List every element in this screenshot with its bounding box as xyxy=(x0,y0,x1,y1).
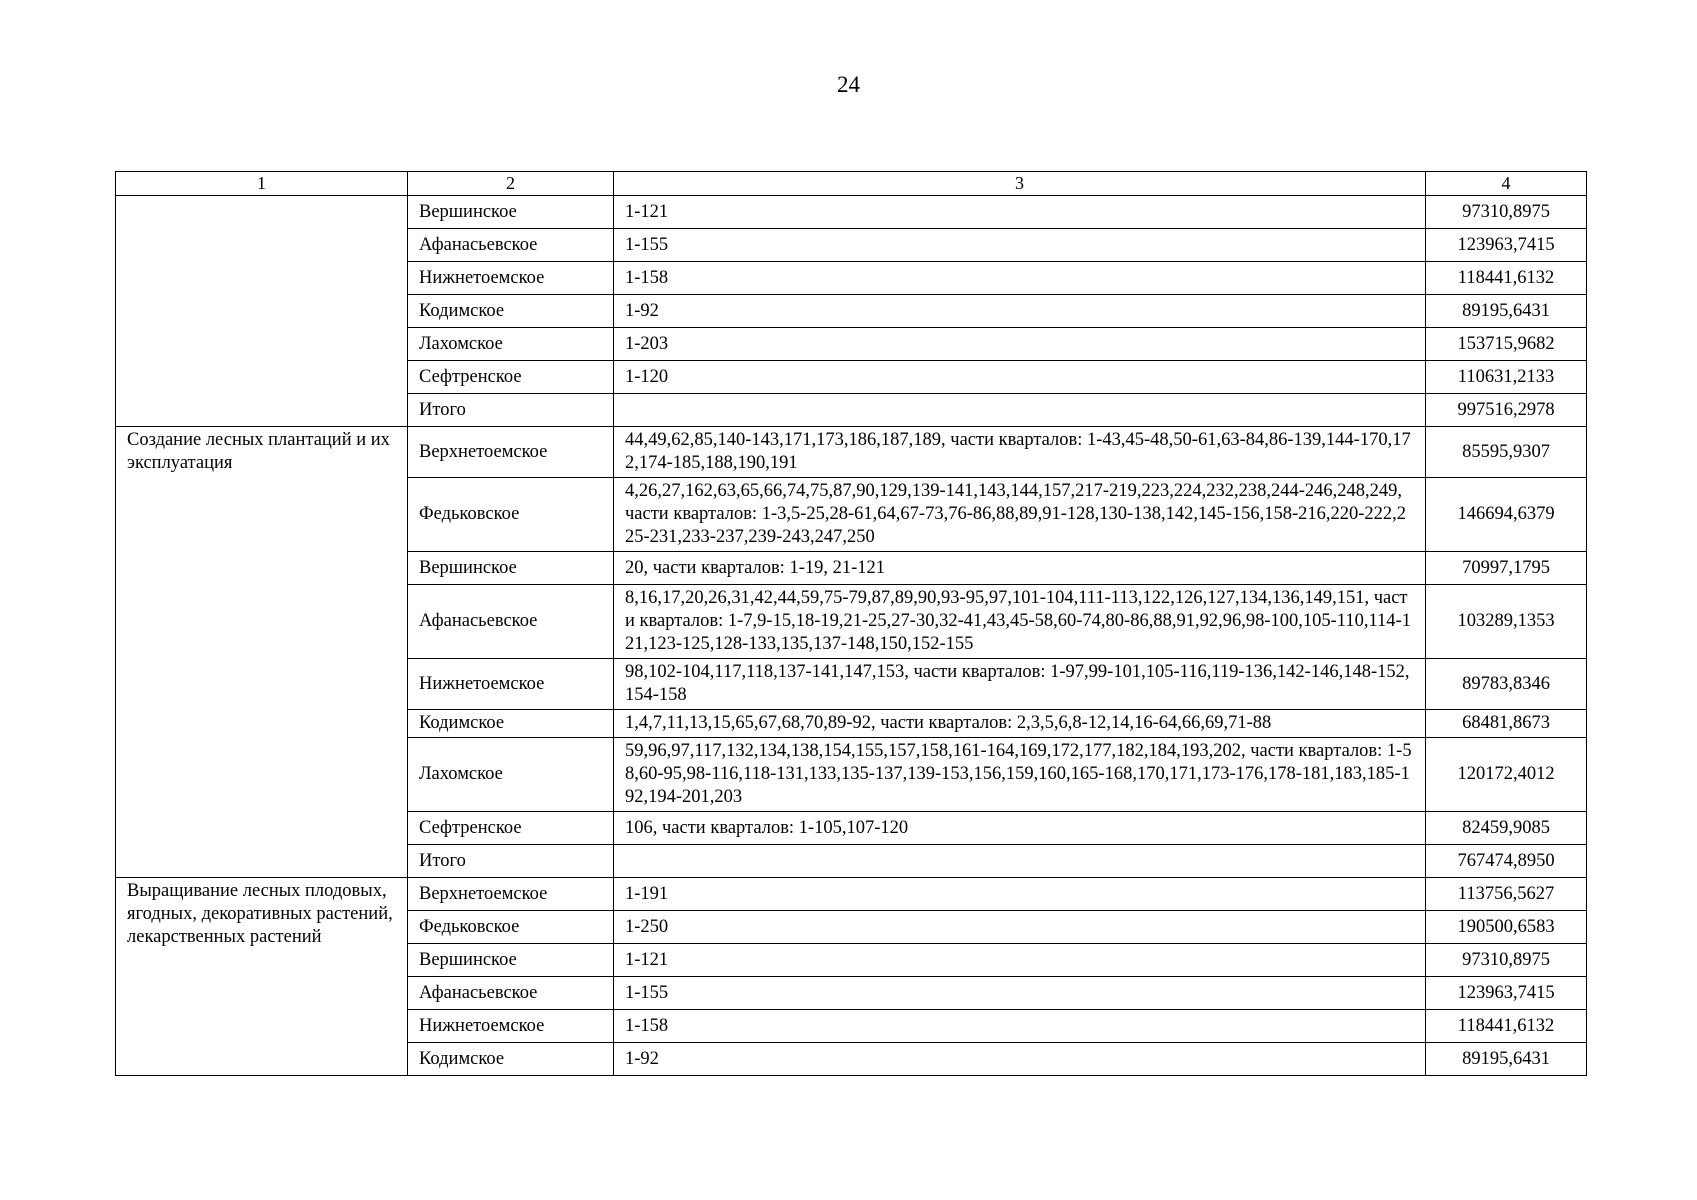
forestry-cell: Кодимское xyxy=(408,295,614,328)
quarters-cell: 106, части кварталов: 1-105,107-120 xyxy=(614,812,1426,845)
forestry-cell: Афанасьевское xyxy=(408,229,614,262)
area-cell: 118441,6132 xyxy=(1426,1010,1587,1043)
area-cell: 89195,6431 xyxy=(1426,295,1587,328)
area-cell: 146694,6379 xyxy=(1426,478,1587,552)
table-header-row xyxy=(116,172,1587,196)
area-cell: 767474,8950 xyxy=(1426,845,1587,878)
forestry-cell: Нижнетоемское xyxy=(408,262,614,295)
quarters-cell: 98,102-104,117,118,137-141,147,153, части кварталов: 1-97,99-101,105-116,119-136,142-146,148-152,154-158 xyxy=(614,659,1426,710)
area-cell: 123963,7415 xyxy=(1426,229,1587,262)
area-cell: 89195,6431 xyxy=(1426,1043,1587,1076)
quarters-cell: 1-121 xyxy=(614,944,1426,977)
quarters-cell: 1-155 xyxy=(614,977,1426,1010)
forestry-cell: Вершинское xyxy=(408,552,614,585)
quarters-cell: 1-92 xyxy=(614,295,1426,328)
area-cell: 997516,2978 xyxy=(1426,394,1587,427)
area-cell: 70997,1795 xyxy=(1426,552,1587,585)
area-cell: 68481,8673 xyxy=(1426,710,1587,738)
area-cell: 89783,8346 xyxy=(1426,659,1587,710)
quarters-cell: 8,16,17,20,26,31,42,44,59,75-79,87,89,90,93-95,97,101-104,111-113,122,126,127,134,136,149,151, части кварталов: 1-7,9-15,18-19,21-25,27-30,32-41,43,45-58,60-74,80-86,88,91,92,96,98-100,105-110,114-121,123-125,128-133,135,137-148,150,152-155 xyxy=(614,585,1426,659)
table-row xyxy=(116,196,1587,229)
area-cell: 103289,1353 xyxy=(1426,585,1587,659)
forestry-cell: Верхнетоемское xyxy=(408,427,614,478)
forestry-cell: Лахомское xyxy=(408,738,614,812)
quarters-cell: 59,96,97,117,132,134,138,154,155,157,158,161-164,169,172,177,182,184,193,202, части кварталов: 1-58,60-95,98-116,118-131,133,135-137,139-153,156,159,160,165-168,170,171,173-176,178-181,183,185-192,194-201,203 xyxy=(614,738,1426,812)
table-row xyxy=(116,427,1587,478)
area-cell: 82459,9085 xyxy=(1426,812,1587,845)
quarters-cell: 1-203 xyxy=(614,328,1426,361)
area-cell: 85595,9307 xyxy=(1426,427,1587,478)
area-cell: 97310,8975 xyxy=(1426,196,1587,229)
column-header: 3 xyxy=(614,172,1426,196)
forestry-cell: Сефтренское xyxy=(408,361,614,394)
activity-cell xyxy=(116,196,408,427)
forestry-cell: Итого xyxy=(408,845,614,878)
quarters-cell: 1-121 xyxy=(614,196,1426,229)
quarters-cell: 1-120 xyxy=(614,361,1426,394)
quarters-cell: 4,26,27,162,63,65,66,74,75,87,90,129,139-141,143,144,157,217-219,223,224,232,238,244-246,248,249, части кварталов: 1-3,5-25,28-61,64,67-73,76-86,88,89,91-128,130-138,142,145-156,158-216,220-222,225-231,233-237,239-243,247,250 xyxy=(614,478,1426,552)
forestry-cell: Вершинское xyxy=(408,196,614,229)
forestry-cell: Афанасьевское xyxy=(408,585,614,659)
forestry-cell: Федьковское xyxy=(408,478,614,552)
forestry-cell: Верхнетоемское xyxy=(408,878,614,911)
area-cell: 118441,6132 xyxy=(1426,262,1587,295)
quarters-cell: 44,49,62,85,140-143,171,173,186,187,189, части кварталов: 1-43,45-48,50-61,63-84,86-139,144-170,172,174-185,188,190,191 xyxy=(614,427,1426,478)
forestry-cell: Афанасьевское xyxy=(408,977,614,1010)
area-cell: 110631,2133 xyxy=(1426,361,1587,394)
page-number: 24 xyxy=(837,72,860,97)
forestry-cell: Нижнетоемское xyxy=(408,659,614,710)
area-cell: 153715,9682 xyxy=(1426,328,1587,361)
quarters-cell: 1,4,7,11,13,15,65,67,68,70,89-92, части кварталов: 2,3,5,6,8-12,14,16-64,66,69,71-88 xyxy=(614,710,1426,738)
forestry-cell: Итого xyxy=(408,394,614,427)
area-cell: 190500,6583 xyxy=(1426,911,1587,944)
forestry-cell: Сефтренское xyxy=(408,812,614,845)
column-header: 4 xyxy=(1426,172,1587,196)
forestry-cell: Нижнетоемское xyxy=(408,1010,614,1043)
area-cell: 113756,5627 xyxy=(1426,878,1587,911)
quarters-cell: 1-250 xyxy=(614,911,1426,944)
forestry-cell: Вершинское xyxy=(408,944,614,977)
activity-cell: Выращивание лесных плодовых, ягодных, декоративных растений, лекарственных растений xyxy=(116,878,408,1076)
table-row xyxy=(116,878,1587,911)
quarters-cell: 1-158 xyxy=(614,1010,1426,1043)
quarters-cell: 1-158 xyxy=(614,262,1426,295)
area-cell: 123963,7415 xyxy=(1426,977,1587,1010)
forestry-cell: Кодимское xyxy=(408,1043,614,1076)
forestry-cell: Лахомское xyxy=(408,328,614,361)
quarters-cell: 1-92 xyxy=(614,1043,1426,1076)
quarters-cell: 20, части кварталов: 1-19, 21-121 xyxy=(614,552,1426,585)
forestry-cell: Федьковское xyxy=(408,911,614,944)
forestry-cell: Кодимское xyxy=(408,710,614,738)
column-header: 1 xyxy=(116,172,408,196)
quarters-cell xyxy=(614,845,1426,878)
column-header: 2 xyxy=(408,172,614,196)
area-cell: 120172,4012 xyxy=(1426,738,1587,812)
quarters-cell: 1-191 xyxy=(614,878,1426,911)
forestry-table xyxy=(115,171,1587,1076)
quarters-cell: 1-155 xyxy=(614,229,1426,262)
activity-cell: Создание лесных плантаций и их эксплуатация xyxy=(116,427,408,878)
area-cell: 97310,8975 xyxy=(1426,944,1587,977)
quarters-cell xyxy=(614,394,1426,427)
